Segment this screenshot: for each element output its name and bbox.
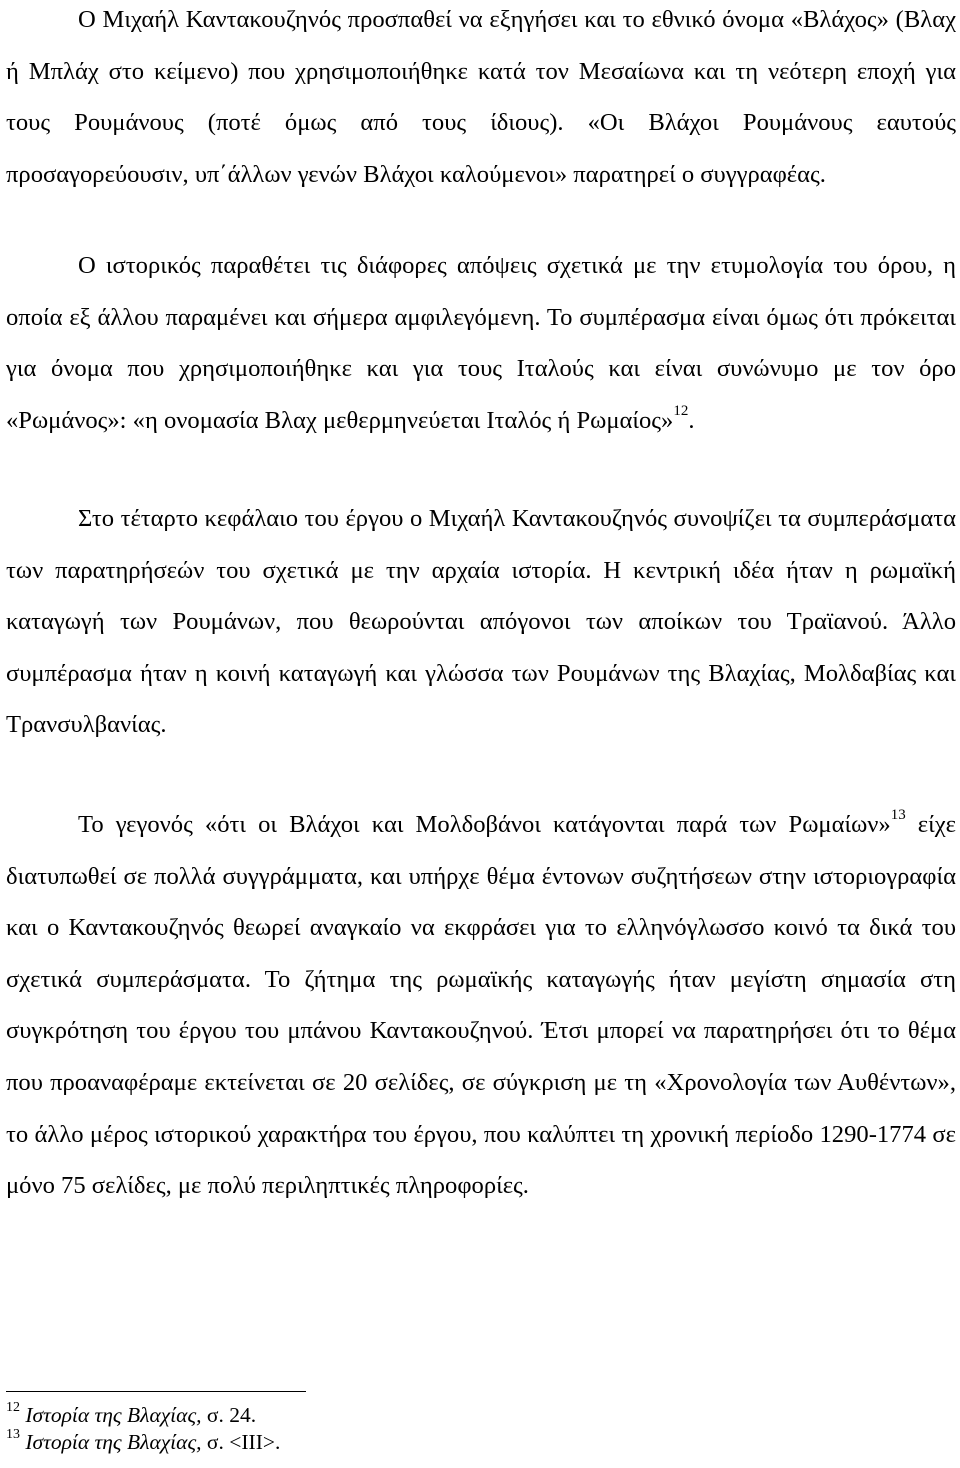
footnote-separator <box>6 1391 306 1392</box>
footnote-ref-13: 13 <box>890 807 906 823</box>
paragraph-2-tail: . <box>688 406 695 434</box>
paragraph-1 <box>6 0 956 200</box>
paragraph-1-text: Ο Μιχαήλ Καντακουζηνός προσπαθεί να εξηγήσει και το εθνικό όνομα «Βλάχος» (Βλαχ ή Μπλάχ στο κείμενο) που χρησιμοποιήθηκε κατά τον Μεσαίωνα και τη νεότερη εποχή για τους Ρουμάνους (ποτέ όμως από τους ίδιους). «Οι Βλάχοι Ρουμάνους εαυτούς προσαγορεύουσιν, υπ΄άλλων γενών Βλάχοι καλούμενοι» παρατηρεί ο συγγραφέας. <box>6 6 956 188</box>
footnote-title: Ιστορία της Βλαχίας, <box>25 1430 202 1454</box>
paragraph-2-text: Ο ιστορικός παραθέτει τις διάφορες απόψεις σχετικά με την ετυμολογία του όρου, η οποία εξ άλλου παραμένει και σήμερα αμφιλεγόμενη. Το συμπέρασμα είναι όμως ότι πρόκειται για όνομα που χρησιμοποιήθηκε και για τους Ιταλούς και είναι συνώνυμο με τον όρο «Ρωμάνος»: «η ονομασία Βλαχ μεθερμηνεύεται Ιταλός ή Ρωμαίος» <box>6 252 956 434</box>
footnotes <box>6 1402 906 1456</box>
paragraph-4-text: είχε διατυπωθεί σε πολλά συγγράμματα, και υπήρχε θέμα έντονων συζητήσεων στην ιστοριογραφία και ο Καντακουζηνός θεωρεί αναγκαίο να εκφράσει για το ελληνόγλωσσο κοινό τα δικά του σχετικά συμπεράσματα. Το ζήτημα της ρωμαϊκής καταγωγής ήταν μεγίστη σημασία στη συγκρότηση του έργου του μπάνου Καντακουζηνού. Έτσι μπορεί να παρατηρήσει ότι το θέμα που προαναφέραμε εκτείνεται σε 20 σελίδες, σε σύγκριση με τη «Χρονολογία των Αυθέντων», το άλλο μέρος ιστορικού χαρακτήρα του έργου, που καλύπτει τη χρονική περίοδο 1290-1774 σε μόνο 75 σελίδες, με πολύ περιληπτικές πληροφορίες. <box>6 811 956 1200</box>
footnote-number: 13 <box>6 1427 20 1442</box>
paragraph-2 <box>6 240 956 446</box>
footnote-page: σ. <III>. <box>201 1430 281 1454</box>
footnote-13 <box>6 1429 906 1456</box>
paragraph-4 <box>6 799 956 1212</box>
footnote-title: Ιστορία της Βλαχίας, <box>25 1403 202 1427</box>
footnote-ref-12: 12 <box>673 402 689 419</box>
paragraph-4-head: Το γεγονός «ότι οι Βλάχοι και Μολδοβάνοι κατάγονται παρά των Ρωμαίων» <box>78 811 891 838</box>
footnote-page: σ. 24. <box>201 1403 257 1427</box>
footnote-12 <box>6 1402 906 1429</box>
paragraph-3-text: Στο τέταρτο κεφάλαιο του έργου ο Μιχαήλ Καντακουζηνός συνοψίζει τα συμπεράσματα των παρατηρήσεών του σχετικά με την αρχαία ιστορία. Η κεντρική ιδέα ήταν η ρωμαϊκή καταγωγή των Ρουμάνων, που θεωρούνται απόγονοι των αποίκων του Τραϊανού. Άλλο συμπέρασμα ήταν η κοινή καταγωγή και γλώσσα των Ρουμάνων της Βλαχίας, Μολδαβίας και Τρανσυλβανίας. <box>6 505 956 739</box>
footnote-number: 12 <box>6 1400 20 1415</box>
paragraph-3 <box>6 493 956 751</box>
